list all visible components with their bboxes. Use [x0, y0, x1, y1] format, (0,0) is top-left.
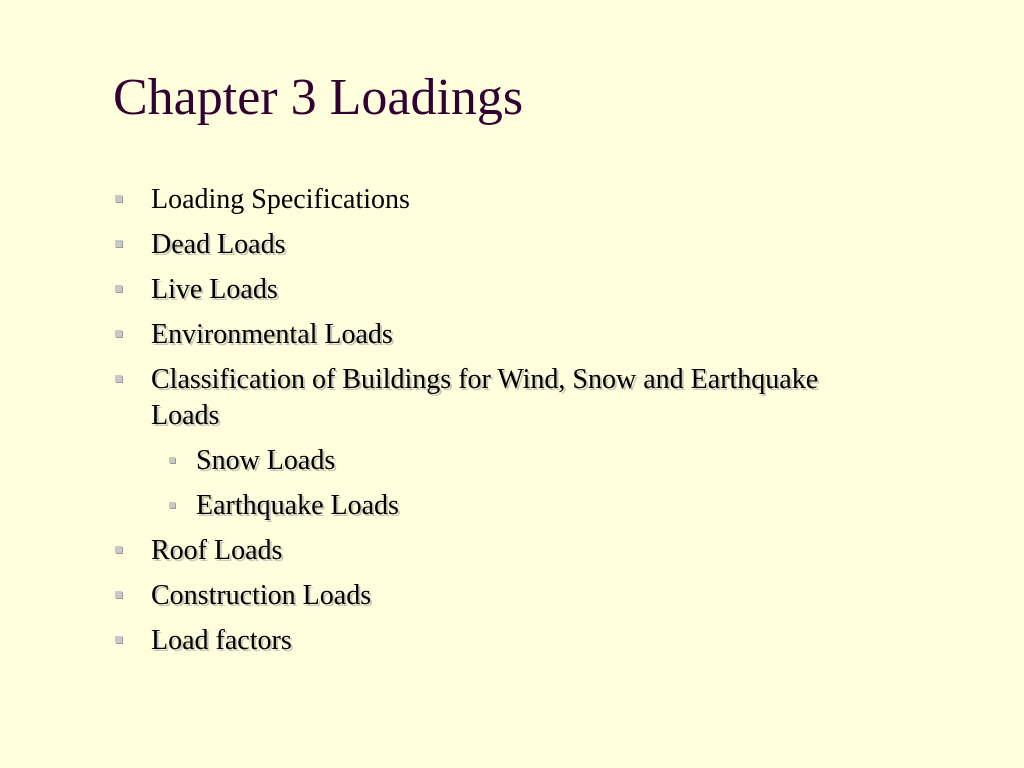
- bullet-text: Load factors: [151, 625, 292, 656]
- square-bullet-icon: [115, 330, 122, 337]
- sub-bullet-item-earthquake-loads: [112, 488, 872, 524]
- bullet-item-loading-specifications: [112, 182, 872, 218]
- bullet-text: Classification of Buildings for Wind, Snow and Earthquake Loads: [151, 364, 819, 431]
- bullet-item-dead-loads: [112, 227, 872, 263]
- square-bullet-icon: [115, 195, 122, 202]
- bullet-list: [112, 182, 872, 668]
- bullet-text: Roof Loads: [151, 535, 283, 566]
- square-bullet-icon: [115, 546, 122, 553]
- bullet-item-load-factors: [112, 623, 872, 659]
- bullet-text: Live Loads: [151, 274, 278, 305]
- bullet-text: Construction Loads: [151, 580, 372, 611]
- square-bullet-icon: [115, 240, 122, 247]
- sub-bullet-item-snow-loads: [112, 443, 872, 479]
- square-bullet-icon: [115, 636, 122, 643]
- slide-title: Chapter 3 Loadings: [113, 69, 524, 126]
- bullet-item-construction-loads: [112, 578, 872, 614]
- bullet-text: Snow Loads: [196, 445, 336, 476]
- bullet-item-roof-loads: [112, 533, 872, 569]
- bullet-text: Dead Loads: [151, 229, 286, 260]
- bullet-item-live-loads: [112, 272, 872, 308]
- bullet-item-classification-of-buildings: [112, 362, 872, 434]
- square-bullet-icon: [115, 375, 122, 382]
- bullet-text: Earthquake Loads: [196, 490, 399, 521]
- square-bullet-icon: [169, 457, 175, 463]
- bullet-text: Environmental Loads: [151, 319, 393, 350]
- square-bullet-icon: [169, 502, 175, 508]
- bullet-text: Loading Specifications: [151, 184, 410, 215]
- square-bullet-icon: [115, 285, 122, 292]
- square-bullet-icon: [115, 591, 122, 598]
- bullet-item-environmental-loads: [112, 317, 872, 353]
